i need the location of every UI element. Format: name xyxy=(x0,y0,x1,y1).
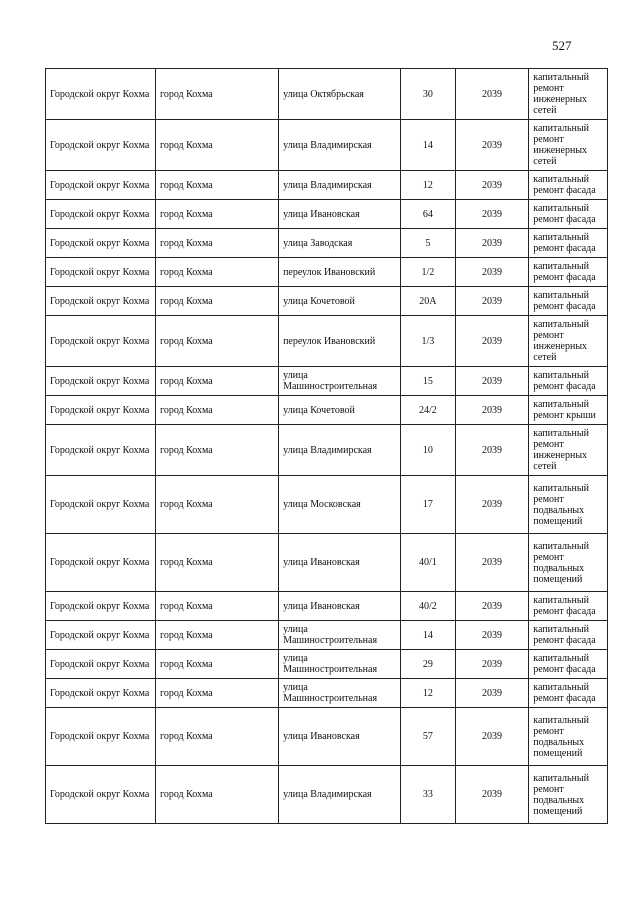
cell-year xyxy=(455,367,529,396)
cell-year xyxy=(455,396,529,425)
cell-street xyxy=(279,200,401,229)
cell-city xyxy=(155,650,278,679)
cell-work-type-text: капитальный ремонт подвальных помещений xyxy=(533,772,589,817)
cell-city xyxy=(155,316,278,367)
cell-municipal-district-text: Городской округ Кохма xyxy=(50,208,150,220)
cell-municipal-district xyxy=(46,229,156,258)
cell-municipal-district xyxy=(46,766,156,824)
cell-house-number xyxy=(401,396,455,425)
cell-house-number xyxy=(401,592,455,621)
cell-work-type xyxy=(529,200,608,229)
cell-work-type-text: капитальный ремонт фасада xyxy=(533,624,596,646)
table-row xyxy=(46,708,608,766)
cell-house-number-text: 17 xyxy=(422,499,433,510)
table-row xyxy=(46,258,608,287)
cell-municipal-district-text: Городской округ Кохма xyxy=(50,789,150,800)
cell-street-text: улица Ивановская xyxy=(283,208,360,220)
cell-city-text: город Кохма xyxy=(159,295,213,307)
table-row xyxy=(46,592,608,621)
cell-house-number xyxy=(401,621,455,650)
cell-city-text: город Кохма xyxy=(159,237,213,249)
cell-work-type xyxy=(529,367,608,396)
cell-year-text: 2039 xyxy=(481,335,502,347)
cell-work-type-text: капитальный ремонт фасада xyxy=(533,174,596,196)
cell-city-text: город Кохма xyxy=(159,179,213,191)
cell-municipal-district-text: Городской округ Кохма xyxy=(50,295,150,307)
cell-year-text: 2039 xyxy=(481,687,502,699)
cell-city-text: город Кохма xyxy=(159,629,213,641)
cell-municipal-district-text: Городской округ Кохма xyxy=(50,404,150,416)
cell-municipal-district-text: Городской округ Кохма xyxy=(50,335,150,347)
cell-street-text: улица Московская xyxy=(283,499,361,510)
cell-municipal-district xyxy=(46,258,156,287)
cell-house-number-text: 29 xyxy=(422,658,433,670)
cell-municipal-district-text: Городской округ Кохма xyxy=(50,237,150,249)
cell-work-type-text: капитальный ремонт инженерных сетей xyxy=(533,319,589,363)
table-row xyxy=(46,316,608,367)
table-body xyxy=(46,69,608,824)
cell-municipal-district-text: Городской округ Кохма xyxy=(50,444,150,456)
cell-house-number xyxy=(401,367,455,396)
cell-city-text: город Кохма xyxy=(159,557,213,568)
cell-street xyxy=(279,229,401,258)
cell-city xyxy=(155,287,278,316)
cell-work-type-text: капитальный ремонт фасада xyxy=(533,595,596,617)
cell-street xyxy=(279,621,401,650)
cell-municipal-district xyxy=(46,534,156,592)
cell-street xyxy=(279,287,401,316)
cell-municipal-district-text: Городской округ Кохма xyxy=(50,658,150,670)
cell-house-number xyxy=(401,425,455,476)
cell-city xyxy=(155,766,278,824)
cell-year xyxy=(455,120,529,171)
cell-house-number-text: 20А xyxy=(419,295,437,307)
cell-city xyxy=(155,708,278,766)
cell-year xyxy=(455,287,529,316)
cell-municipal-district xyxy=(46,120,156,171)
cell-city xyxy=(155,425,278,476)
cell-work-type-text: капитальный ремонт инженерных сетей xyxy=(533,428,589,472)
cell-municipal-district xyxy=(46,367,156,396)
cell-municipal-district xyxy=(46,708,156,766)
cell-city-text: город Кохма xyxy=(159,600,213,612)
cell-city xyxy=(155,200,278,229)
cell-year-text: 2039 xyxy=(481,789,502,800)
cell-street xyxy=(279,650,401,679)
table-row xyxy=(46,621,608,650)
cell-street-text: улица Октябрьская xyxy=(283,88,364,100)
cell-work-type xyxy=(529,592,608,621)
cell-work-type-text: капитальный ремонт фасада xyxy=(533,290,596,312)
cell-year-text: 2039 xyxy=(481,557,502,568)
cell-year xyxy=(455,171,529,200)
cell-city xyxy=(155,396,278,425)
cell-year xyxy=(455,708,529,766)
cell-year xyxy=(455,316,529,367)
cell-house-number xyxy=(401,708,455,766)
cell-house-number xyxy=(401,287,455,316)
cell-house-number xyxy=(401,171,455,200)
table-row xyxy=(46,425,608,476)
cell-house-number xyxy=(401,679,455,708)
cell-year xyxy=(455,200,529,229)
cell-city xyxy=(155,679,278,708)
cell-year xyxy=(455,229,529,258)
cell-municipal-district xyxy=(46,171,156,200)
cell-street xyxy=(279,69,401,120)
cell-work-type-text: капитальный ремонт инженерных сетей xyxy=(533,72,589,116)
cell-house-number-text: 33 xyxy=(422,789,433,800)
cell-city-text: город Кохма xyxy=(159,335,213,347)
cell-street xyxy=(279,679,401,708)
cell-municipal-district xyxy=(46,679,156,708)
cell-street-text: улица Заводская xyxy=(283,237,353,249)
cell-city-text: город Кохма xyxy=(159,499,213,510)
cell-municipal-district xyxy=(46,316,156,367)
cell-city-text: город Кохма xyxy=(159,208,213,220)
cell-work-type xyxy=(529,287,608,316)
cell-house-number-text: 15 xyxy=(422,375,433,387)
cell-municipal-district xyxy=(46,592,156,621)
cell-street-text: переулок Ивановский xyxy=(283,266,376,278)
table-row xyxy=(46,229,608,258)
cell-house-number xyxy=(401,69,455,120)
cell-municipal-district-text: Городской округ Кохма xyxy=(50,629,150,641)
cell-house-number xyxy=(401,200,455,229)
cell-year xyxy=(455,69,529,120)
cell-municipal-district xyxy=(46,650,156,679)
cell-city-text: город Кохма xyxy=(159,375,213,387)
cell-street-text: улица Ивановская xyxy=(283,557,360,568)
cell-work-type xyxy=(529,69,608,120)
cell-work-type-text: капитальный ремонт фасада xyxy=(533,261,596,283)
cell-street xyxy=(279,396,401,425)
cell-house-number-text: 10 xyxy=(422,444,433,456)
cell-municipal-district xyxy=(46,287,156,316)
cell-work-type-text: капитальный ремонт фасада xyxy=(533,682,596,704)
cell-city xyxy=(155,367,278,396)
cell-year-text: 2039 xyxy=(481,629,502,641)
cell-work-type xyxy=(529,120,608,171)
cell-year xyxy=(455,621,529,650)
cell-city xyxy=(155,621,278,650)
cell-work-type xyxy=(529,316,608,367)
cell-house-number-text: 64 xyxy=(422,208,433,220)
cell-work-type xyxy=(529,171,608,200)
cell-work-type xyxy=(529,476,608,534)
cell-street-text: улица Кочетовой xyxy=(283,295,355,307)
cell-work-type-text: капитальный ремонт крыши xyxy=(533,399,596,421)
cell-municipal-district-text: Городской округ Кохма xyxy=(50,687,150,699)
cell-city-text: город Кохма xyxy=(159,687,213,699)
cell-year-text: 2039 xyxy=(481,139,502,151)
cell-street xyxy=(279,425,401,476)
cell-work-type xyxy=(529,534,608,592)
cell-street xyxy=(279,316,401,367)
cell-house-number xyxy=(401,316,455,367)
cell-city-text: город Кохма xyxy=(159,444,213,456)
table-row xyxy=(46,650,608,679)
cell-year xyxy=(455,766,529,824)
cell-work-type xyxy=(529,258,608,287)
cell-house-number-text: 1/3 xyxy=(421,335,435,347)
repair-schedule-table xyxy=(45,68,608,824)
cell-house-number xyxy=(401,766,455,824)
cell-year-text: 2039 xyxy=(481,295,502,307)
cell-house-number-text: 30 xyxy=(422,88,433,100)
cell-municipal-district xyxy=(46,621,156,650)
cell-city-text: город Кохма xyxy=(159,88,213,100)
cell-year-text: 2039 xyxy=(481,237,502,249)
cell-street-text: переулок Ивановский xyxy=(283,335,376,347)
cell-house-number-text: 14 xyxy=(422,629,433,641)
cell-year-text: 2039 xyxy=(481,88,502,100)
cell-house-number-text: 12 xyxy=(422,687,433,699)
cell-year xyxy=(455,425,529,476)
cell-work-type xyxy=(529,621,608,650)
table-row xyxy=(46,69,608,120)
cell-city xyxy=(155,534,278,592)
cell-city-text: город Кохма xyxy=(159,266,213,278)
cell-house-number-text: 57 xyxy=(422,731,433,742)
cell-year xyxy=(455,650,529,679)
cell-house-number xyxy=(401,258,455,287)
cell-work-type xyxy=(529,425,608,476)
cell-city xyxy=(155,69,278,120)
cell-year-text: 2039 xyxy=(481,208,502,220)
cell-street xyxy=(279,367,401,396)
cell-municipal-district xyxy=(46,396,156,425)
cell-street xyxy=(279,120,401,171)
cell-house-number xyxy=(401,120,455,171)
table-row xyxy=(46,534,608,592)
table-row xyxy=(46,766,608,824)
cell-city xyxy=(155,120,278,171)
cell-municipal-district xyxy=(46,200,156,229)
cell-municipal-district-text: Городской округ Кохма xyxy=(50,266,150,278)
cell-house-number xyxy=(401,229,455,258)
cell-city-text: город Кохма xyxy=(159,731,213,742)
cell-year xyxy=(455,258,529,287)
cell-year-text: 2039 xyxy=(481,375,502,387)
cell-year-text: 2039 xyxy=(481,266,502,278)
table-row xyxy=(46,287,608,316)
cell-street-text: улица Машиностроительная xyxy=(283,370,378,392)
cell-year-text: 2039 xyxy=(481,600,502,612)
cell-city xyxy=(155,258,278,287)
cell-house-number xyxy=(401,476,455,534)
cell-city xyxy=(155,592,278,621)
cell-municipal-district-text: Городской округ Кохма xyxy=(50,600,150,612)
cell-municipal-district xyxy=(46,476,156,534)
table-row xyxy=(46,171,608,200)
cell-work-type-text: капитальный ремонт подвальных помещений xyxy=(533,482,589,527)
cell-street xyxy=(279,708,401,766)
cell-municipal-district-text: Городской округ Кохма xyxy=(50,375,150,387)
cell-work-type-text: капитальный ремонт фасада xyxy=(533,232,596,254)
cell-year-text: 2039 xyxy=(481,179,502,191)
cell-year-text: 2039 xyxy=(481,444,502,456)
cell-house-number-text: 5 xyxy=(425,237,431,249)
page-number: 527 xyxy=(552,38,572,53)
cell-street xyxy=(279,258,401,287)
cell-city xyxy=(155,229,278,258)
cell-year-text: 2039 xyxy=(481,731,502,742)
cell-municipal-district-text: Городской округ Кохма xyxy=(50,731,150,742)
table-row xyxy=(46,200,608,229)
cell-work-type xyxy=(529,679,608,708)
cell-municipal-district-text: Городской округ Кохма xyxy=(50,499,150,510)
cell-year xyxy=(455,534,529,592)
cell-municipal-district-text: Городской округ Кохма xyxy=(50,88,150,100)
cell-street-text: улица Владимирская xyxy=(283,444,372,456)
cell-house-number-text: 24/2 xyxy=(418,404,437,416)
cell-year xyxy=(455,476,529,534)
cell-municipal-district-text: Городской округ Кохма xyxy=(50,179,150,191)
cell-street-text: улица Машиностроительная xyxy=(283,682,378,704)
cell-work-type xyxy=(529,396,608,425)
cell-municipal-district-text: Городской округ Кохма xyxy=(50,557,150,568)
cell-work-type-text: капитальный ремонт подвальных помещений xyxy=(533,540,589,585)
cell-street xyxy=(279,171,401,200)
cell-year-text: 2039 xyxy=(481,658,502,670)
cell-work-type-text: капитальный ремонт фасада xyxy=(533,370,596,392)
cell-work-type-text: капитальный ремонт фасада xyxy=(533,653,596,675)
cell-house-number-text: 40/2 xyxy=(418,600,437,612)
cell-year xyxy=(455,679,529,708)
cell-house-number-text: 1/2 xyxy=(421,266,435,278)
cell-municipal-district xyxy=(46,69,156,120)
cell-street xyxy=(279,592,401,621)
cell-street xyxy=(279,534,401,592)
cell-street-text: улица Машиностроительная xyxy=(283,653,378,675)
cell-house-number-text: 14 xyxy=(422,139,433,151)
cell-street-text: улица Кочетовой xyxy=(283,404,355,416)
cell-work-type xyxy=(529,650,608,679)
cell-work-type-text: капитальный ремонт подвальных помещений xyxy=(533,714,589,759)
table-row xyxy=(46,476,608,534)
cell-work-type-text: капитальный ремонт инженерных сетей xyxy=(533,123,589,167)
cell-work-type xyxy=(529,766,608,824)
cell-city-text: город Кохма xyxy=(159,404,213,416)
table-row xyxy=(46,396,608,425)
table-row xyxy=(46,367,608,396)
cell-street-text: улица Владимирская xyxy=(283,179,372,191)
cell-city-text: город Кохма xyxy=(159,789,213,800)
table-row xyxy=(46,679,608,708)
cell-year xyxy=(455,592,529,621)
cell-work-type xyxy=(529,229,608,258)
cell-work-type xyxy=(529,708,608,766)
cell-city-text: город Кохма xyxy=(159,658,213,670)
cell-city xyxy=(155,171,278,200)
cell-municipal-district-text: Городской округ Кохма xyxy=(50,139,150,151)
cell-street xyxy=(279,766,401,824)
cell-house-number-text: 40/1 xyxy=(418,557,437,568)
cell-house-number xyxy=(401,534,455,592)
cell-city xyxy=(155,476,278,534)
cell-city-text: город Кохма xyxy=(159,139,213,151)
cell-street-text: улица Владимирская xyxy=(283,139,372,151)
cell-municipal-district xyxy=(46,425,156,476)
cell-street-text: улица Владимирская xyxy=(283,789,372,800)
cell-street xyxy=(279,476,401,534)
cell-street-text: улица Ивановская xyxy=(283,600,360,612)
cell-street-text: улица Машиностроительная xyxy=(283,624,378,646)
cell-house-number xyxy=(401,650,455,679)
cell-year-text: 2039 xyxy=(481,404,502,416)
cell-year-text: 2039 xyxy=(481,499,502,510)
cell-work-type-text: капитальный ремонт фасада xyxy=(533,203,596,225)
cell-street-text: улица Ивановская xyxy=(283,731,360,742)
cell-house-number-text: 12 xyxy=(422,179,433,191)
table-row xyxy=(46,120,608,171)
